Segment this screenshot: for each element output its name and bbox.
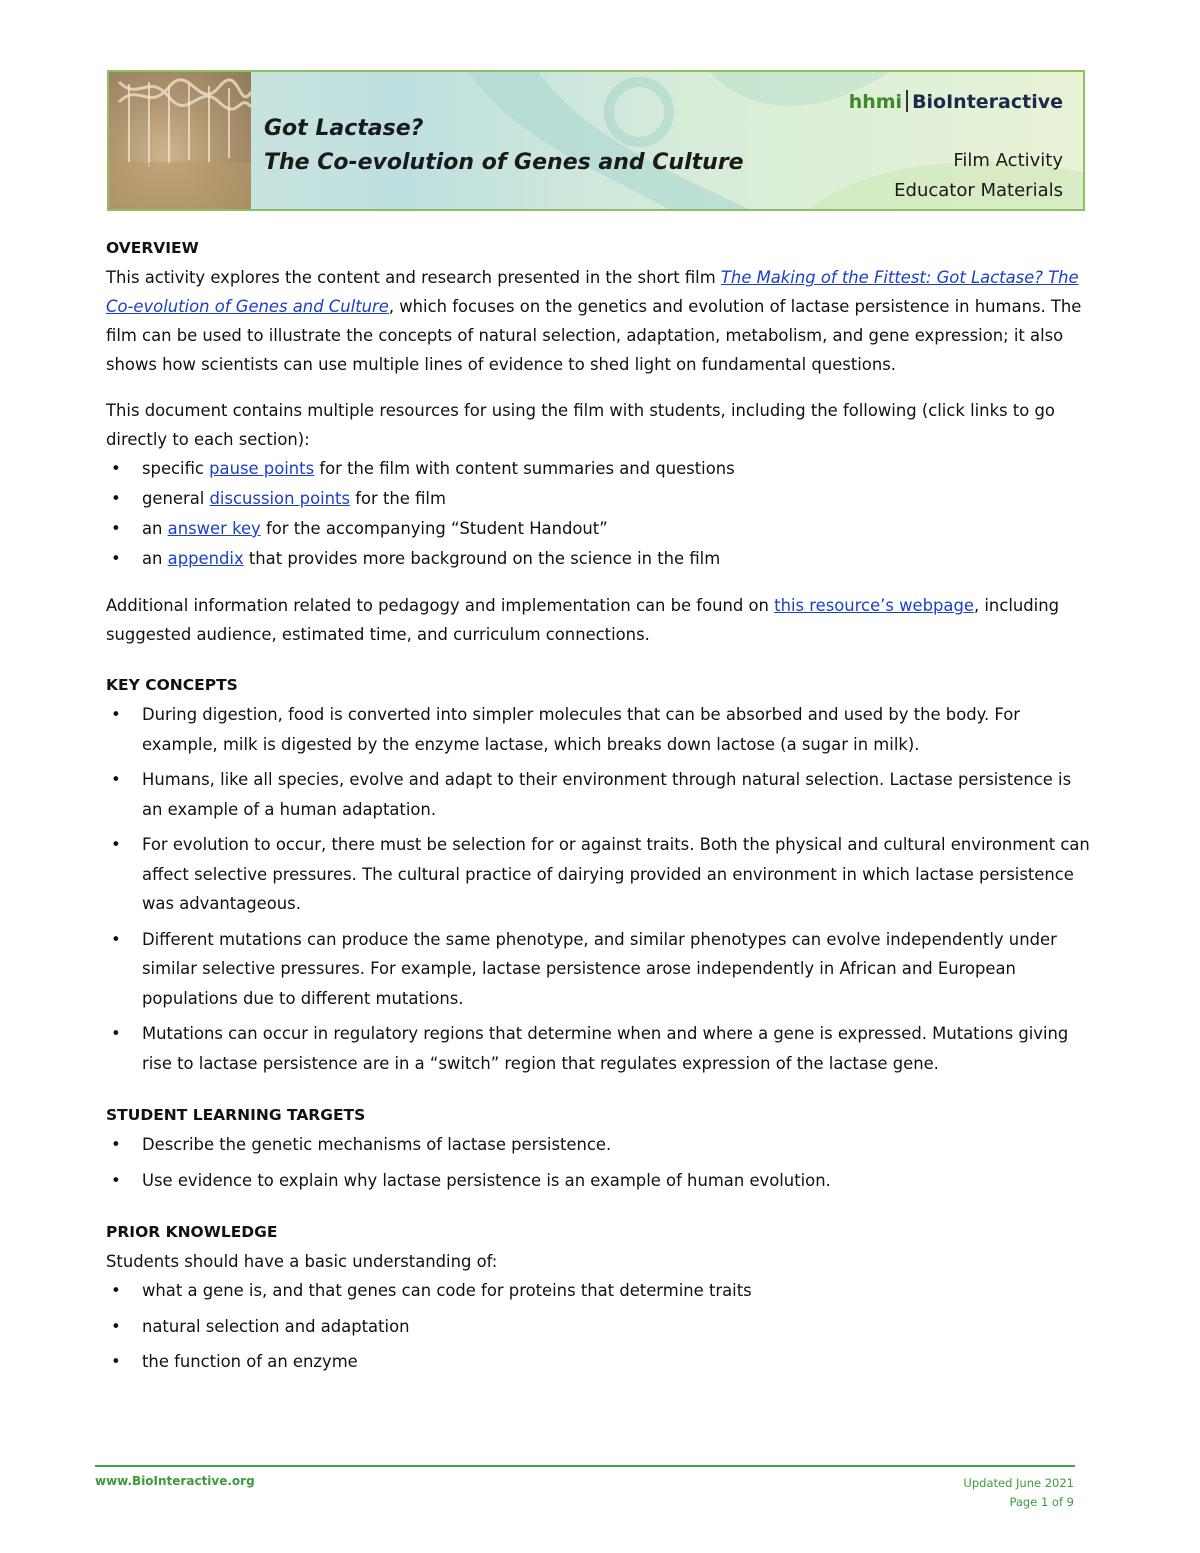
text-span: for the accompanying “Student Handout” xyxy=(260,519,608,538)
text-span: general xyxy=(142,489,210,508)
bullet: • xyxy=(111,1024,121,1043)
list-item xyxy=(106,514,1096,544)
list-item xyxy=(106,1130,1096,1160)
document-title xyxy=(264,112,744,180)
bullet: • xyxy=(111,1281,121,1300)
page-number: Page 1 of 9 xyxy=(1009,1495,1074,1509)
text-span: natural selection and adaptation xyxy=(142,1316,410,1336)
text-span: specific xyxy=(142,459,210,478)
discussion-points-link[interactable]: discussion points xyxy=(209,489,351,508)
key-concepts-heading: KEY CONCEPTS xyxy=(106,676,238,694)
text-span: For evolution to occur, there must be selection for or against traits. Both the physical and cultural environment can affect selective pressures. The cultural practice of dairying provided an environment in which lactase persistence was advantageous. xyxy=(142,835,1090,913)
header-banner xyxy=(107,70,1085,211)
logo-hhmi-text: hhmi xyxy=(848,91,903,113)
prior-knowledge-list xyxy=(106,1276,1096,1377)
hhmi-biointeractive-logo xyxy=(849,90,1063,113)
text-span: Use evidence to explain why lactase persistence is an example of human evolution. xyxy=(142,1170,831,1190)
list-item xyxy=(106,830,1096,919)
bullet: • xyxy=(111,549,121,568)
text-span: During digestion, food is converted into simpler molecules that can be absorbed and used by the body. For example, milk is digested by the enzyme lactase, which breaks down lactose (a sugar in milk). xyxy=(142,705,1021,754)
list-item xyxy=(106,925,1096,1014)
list-item xyxy=(106,1347,1096,1377)
overview-paragraph-2: This document contains multiple resources for using the film with students, including the following (click links to go directly to each section): xyxy=(106,401,1055,449)
logo-brand-text: BioInteractive xyxy=(912,91,1063,113)
title-line-1: Got Lactase? xyxy=(264,116,424,141)
answer-key-link[interactable]: answer key xyxy=(167,519,261,538)
text-span: for the film with content summaries and questions xyxy=(314,459,735,478)
footer-meta xyxy=(963,1474,1074,1512)
text-span: that provides more background on the science in the film xyxy=(243,549,721,568)
list-item xyxy=(106,765,1096,824)
prior-knowledge-intro: Students should have a basic understanding of: xyxy=(106,1252,498,1271)
document-type xyxy=(894,146,1063,206)
bullet: • xyxy=(111,1316,121,1336)
learning-targets-heading: STUDENT LEARNING TARGETS xyxy=(106,1106,366,1124)
text-span: This activity explores the content and research presented in the short film xyxy=(106,268,721,287)
text-span: an xyxy=(142,519,168,538)
text-span: Describe the genetic mechanisms of lactase persistence. xyxy=(142,1135,612,1154)
text-span: , which focuses on the genetics and evolution of lactase persistence in humans. The film can be used to illustrate the concepts of natural selection, adaptation, metabolism, and gene expression; it also shows how scientists can use multiple lines of evidence to shed light on fundamental questions. xyxy=(106,297,1082,374)
film-link[interactable]: The Making of the Fittest: Got Lactase? The Co-evolution of Genes and Culture xyxy=(106,268,1079,316)
subtitle-line-1: Film Activity xyxy=(953,150,1063,171)
text-span: what a gene is, and that genes can code for proteins that determine traits xyxy=(142,1281,752,1300)
text-span: Additional information related to pedagogy and implementation can be found on xyxy=(106,596,775,615)
list-item xyxy=(106,544,1096,574)
bullet: • xyxy=(111,489,121,508)
resources-list xyxy=(106,454,1096,574)
bullet: • xyxy=(111,770,121,789)
text-span: for the film xyxy=(350,489,446,508)
list-item xyxy=(106,1166,1096,1196)
bullet: • xyxy=(111,1352,121,1371)
overview-heading: OVERVIEW xyxy=(106,239,199,257)
list-item xyxy=(106,1312,1096,1342)
bullet: • xyxy=(111,705,121,724)
subtitle-line-2: Educator Materials xyxy=(894,180,1063,201)
bullet: • xyxy=(111,459,121,478)
document-body xyxy=(106,234,1096,1383)
updated-date: Updated June 2021 xyxy=(963,1476,1074,1490)
list-item xyxy=(106,484,1096,514)
prior-knowledge-heading: PRIOR KNOWLEDGE xyxy=(106,1223,278,1241)
list-item xyxy=(106,454,1096,484)
bullet: • xyxy=(111,929,121,949)
text-span: the function of an enzyme xyxy=(142,1352,358,1371)
appendix-link[interactable]: appendix xyxy=(167,549,244,568)
text-span: Humans, like all species, evolve and adapt to their environment through natural selection. Lactase persistence is an example of a human adaptation. xyxy=(142,770,1072,819)
text-span: an xyxy=(142,549,168,568)
text-span: , including suggested audience, estimated time, and curriculum connections. xyxy=(106,596,1060,644)
bullet: • xyxy=(111,519,121,538)
text-span: Different mutations can produce the same phenotype, and similar phenotypes can evolve independently under similar selective pressures. For example, lactase persistence arose independently in African and European populations due to different mutations. xyxy=(142,929,1057,1008)
footer-website-link[interactable]: www.BioInteractive.org xyxy=(95,1474,255,1488)
resource-webpage-link[interactable]: this resource’s webpage xyxy=(774,596,974,615)
overview-paragraph-3 xyxy=(106,591,1096,649)
key-concepts-list xyxy=(106,700,1096,1078)
bullet: • xyxy=(111,1135,121,1154)
learning-targets-list xyxy=(106,1130,1096,1195)
footer-divider xyxy=(95,1465,1075,1467)
list-item xyxy=(106,700,1096,759)
pause-points-link[interactable]: pause points xyxy=(209,459,315,478)
list-item xyxy=(106,1019,1096,1078)
bullet: • xyxy=(111,835,121,854)
logo-divider xyxy=(906,90,908,112)
text-span: Mutations can occur in regulatory regions that determine when and where a gene is expressed. Mutations giving rise to lactase persistence are in a “switch” region that regulates expression of the lactase gene. xyxy=(142,1024,1069,1073)
title-line-2: The Co-evolution of Genes and Culture xyxy=(264,150,744,175)
overview-paragraph-1 xyxy=(106,263,1096,379)
bullet: • xyxy=(111,1170,121,1190)
list-item xyxy=(106,1276,1096,1306)
